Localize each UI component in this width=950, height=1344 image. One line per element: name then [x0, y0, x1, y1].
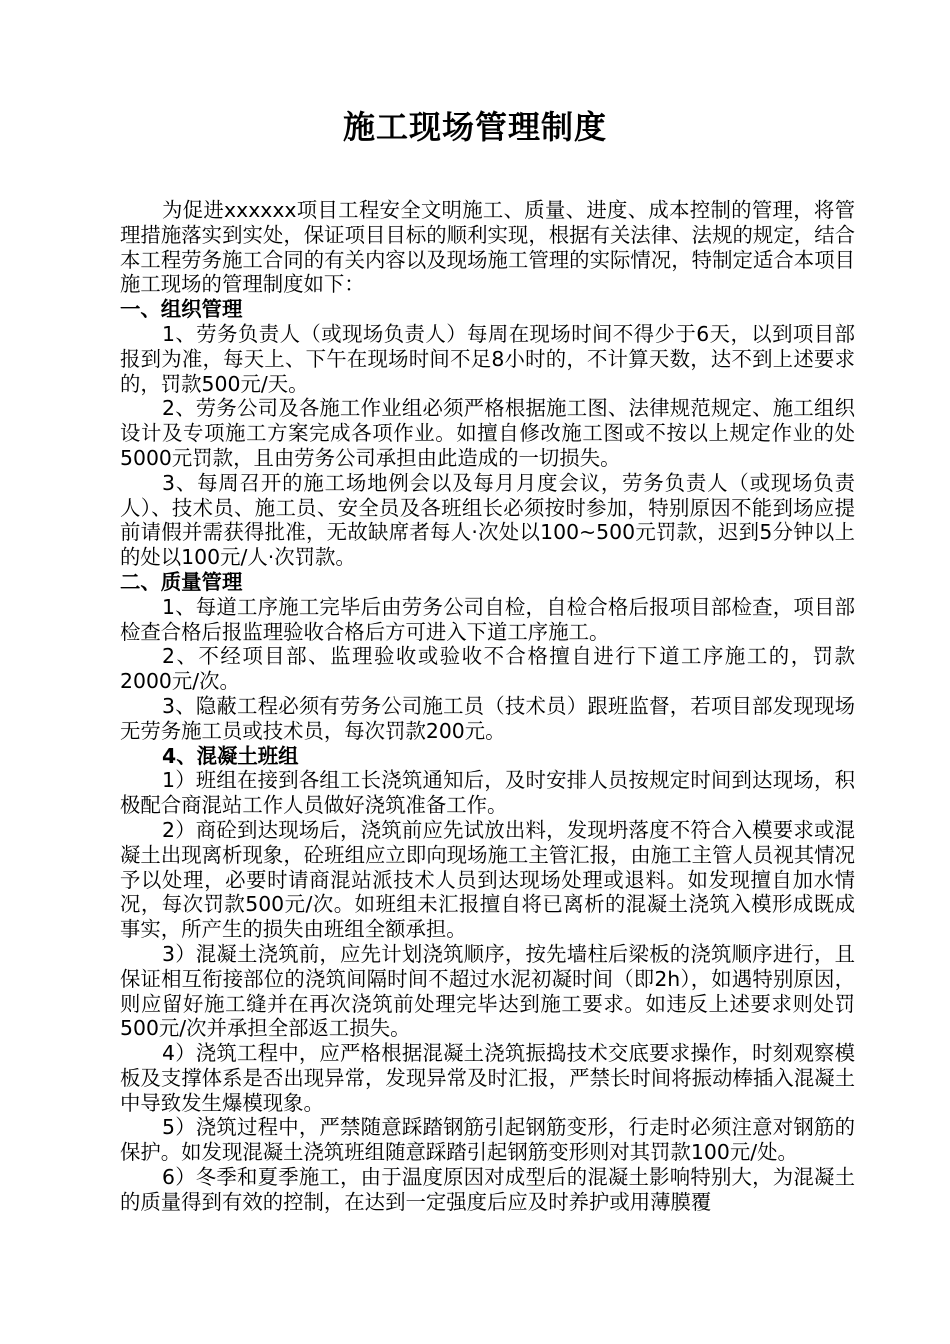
concrete-item: 1）班组在接到各组工长浇筑通知后，及时安排人员按规定时间到达现场，积极配合商混站工作人员做好浇筑准备工作。	[120, 768, 855, 818]
concrete-item: 2）商砼到达现场后，浇筑前应先试放出料，发现坍落度不符合入模要求或混凝土出现离析现象，砼班组应立即向现场施工主管汇报，由施工主管人员视其情况予以处理，必要时请商混站派技术人员到达现场处理或退料。如发现擅自加水情况，每次罚款500元/次。如班组未汇报擅自将已离析的混凝土浇筑入模形成既成事实，所产生的损失由班组全额承担。	[120, 817, 855, 942]
organization-item: 2、劳务公司及各施工作业组必须严格根据施工图、法律规范规定、施工组织设计及专项施工方案完成各项作业。如擅自修改施工图或不按以上规定作业的处5000元罚款，且由劳务公司承担由此造成的一切损失。	[120, 396, 855, 470]
document-title: 施工现场管理制度	[342, 108, 607, 146]
quality-item: 1、每道工序施工完毕后由劳务公司自检，自检合格后报项目部检查，项目部检查合格后报监理验收合格后方可进入下道工序施工。	[120, 594, 855, 644]
subheading-concrete-team: 4、混凝土班组	[162, 743, 299, 768]
quality-item: 3、隐蔽工程必须有劳务公司施工员（技术员）跟班监督，若项目部发现现场无劳务施工员或技术员，每次罚款200元。	[120, 693, 855, 743]
organization-item: 3、每周召开的施工场地例会以及每月月度会议，劳务负责人（或现场负责人）、技术员、施工员、安全员及各班组长必须按时参加，特别原因不能到场应提前请假并需获得批准，无故缺席者每人·次处以100~500元罚款，迟到5分钟以上的处以100元/人·次罚款。	[120, 470, 855, 570]
section-heading-quality: 二、质量管理	[120, 569, 243, 594]
intro-paragraph: 为促进xxxxxx项目工程安全文明施工、质量、进度、成本控制的管理，将管理措施落实到实处，保证项目目标的顺利实现，根据有关法律、法规的规定，结合本工程劳务施工合同的有关内容以及现场施工管理的实际情况，特制定适合本项目施工现场的管理制度如下：	[120, 198, 855, 297]
concrete-item: 5）浇筑过程中，严禁随意踩踏钢筋引起钢筋变形，行走时必须注意对钢筋的保护。如发现混凝土浇筑班组随意踩踏引起钢筋变形则对其罚款100元/处。	[120, 1115, 855, 1165]
organization-item: 1、劳务负责人（或现场负责人）每周在现场时间不得少于6天，以到项目部报到为准，每天上、下午在现场时间不足8小时的，不计算天数，达不到上述要求的，罚款500元/天。	[120, 321, 855, 396]
concrete-item: 4）浇筑工程中，应严格根据混凝土浇筑振捣技术交底要求操作，时刻观察模板及支撑体系是否出现异常，发现异常及时汇报，严禁长时间将振动棒插入混凝土中导致发生爆模现象。	[120, 1041, 855, 1115]
concrete-item: 6）冬季和夏季施工，由于温度原因对成型后的混凝土影响特别大，为混凝土的质量得到有效的控制，在达到一定强度后应及时养护或用薄膜覆	[120, 1165, 855, 1214]
document-body	[120, 198, 855, 1215]
quality-item: 2、不经项目部、监理验收或验收不合格擅自进行下道工序施工的，罚款2000元/次。	[120, 644, 855, 694]
concrete-item: 3）混凝土浇筑前，应先计划浇筑顺序，按先墙柱后梁板的浇筑顺序进行，且保证相互衔接部位的浇筑间隔时间不超过水泥初凝时间（即2h），如遇特别原因，则应留好施工缝并在再次浇筑前处理完毕达到施工要求。如违反上述要求则处罚500元/次并承担全部返工损失。	[120, 941, 855, 1041]
section-heading-organization: 一、组织管理	[120, 297, 243, 322]
